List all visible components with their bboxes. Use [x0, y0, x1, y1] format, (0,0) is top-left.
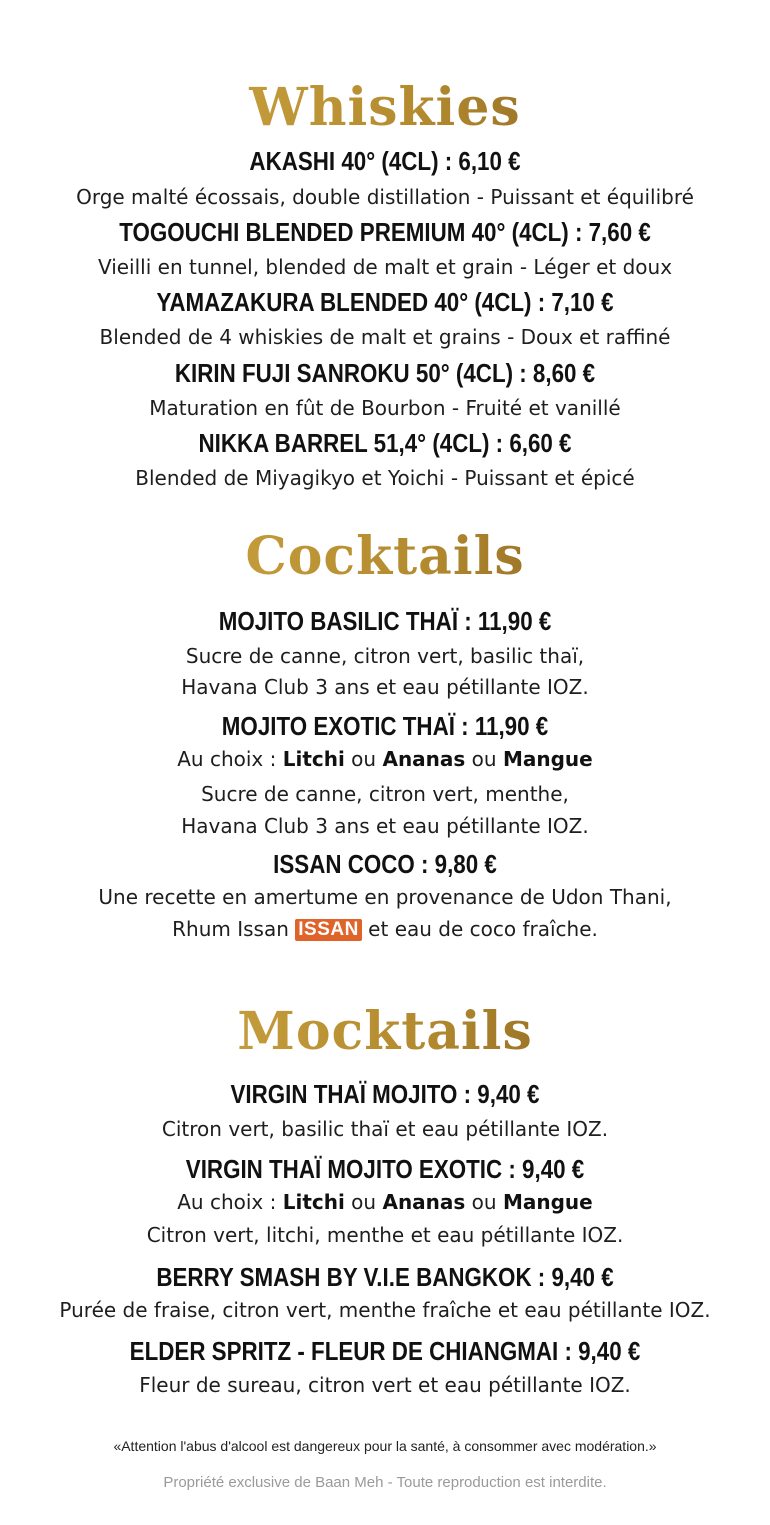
section-title-mocktails: Mocktails	[0, 1002, 770, 1062]
item-title-togouchi: TOGOUCHI BLENDED PREMIUM 40° (4CL) : 7,60 €	[119, 217, 651, 247]
choice-mangue: Mangue	[502, 747, 593, 771]
item-desc-issan-coco-line2	[0, 916, 770, 942]
choice-separator: ou	[344, 747, 383, 771]
choice-ananas: Ananas	[382, 1190, 466, 1214]
alcohol-warning: «Attention l'abus d'alcool est dangereux pour la santé, à consommer avec modération.»	[113, 1438, 657, 1454]
choice-separator: ou	[465, 1190, 503, 1214]
item-title-elder-spritz: ELDER SPRITZ - FLEUR DE CHIANGMAI : 9,40 €	[129, 1336, 641, 1366]
item-title-issan-coco: ISSAN COCO : 9,80 €	[273, 849, 497, 879]
item-desc-berry-smash: Purée de fraise, citron vert, menthe fraîche et eau pétillante IOZ.	[59, 1298, 711, 1322]
choice-mangue: Mangue	[502, 1190, 593, 1214]
choice-separator: ou	[465, 747, 503, 771]
choice-separator: ou	[344, 1190, 383, 1214]
item-desc-virgin-mojito: Citron vert, basilic thaï et eau pétillante IOZ.	[161, 1117, 609, 1141]
section-title-cocktails: Cocktails	[0, 527, 770, 587]
choice-prefix: Au choix :	[177, 747, 283, 771]
item-choice-virgin-mojito-exotic	[0, 1189, 770, 1215]
copyright-notice: Propriété exclusive de Baan Meh - Toute reproduction est interdite.	[163, 1474, 607, 1491]
item-title-akashi: AKASHI 40° (4CL) : 6,10 €	[249, 146, 521, 176]
item-desc-yamazakura: Blended de 4 whiskies de malt et grains - Doux et raffiné	[99, 325, 671, 349]
item-desc-elder-spritz: Fleur de sureau, citron vert et eau pétillante IOZ.	[139, 1373, 631, 1397]
item-desc-akashi: Orge malté écossais, double distillation - Puissant et équilibré	[76, 185, 694, 209]
item-desc-togouchi: Vieilli en tunnel, blended de malt et grain - Léger et doux	[97, 255, 673, 279]
item-desc-virgin-mojito-exotic: Citron vert, litchi, menthe et eau pétillante IOZ.	[146, 1223, 624, 1247]
choice-prefix: Au choix :	[177, 1190, 283, 1214]
choice-litchi: Litchi	[282, 747, 345, 771]
item-title-virgin-mojito-exotic: VIRGIN THAÏ MOJITO EXOTIC : 9,40 €	[185, 1154, 585, 1184]
item-title-virgin-mojito: VIRGIN THAÏ MOJITO : 9,40 €	[230, 1079, 540, 1109]
item-desc-kirin: Maturation en fût de Bourbon - Fruité et vanillé	[149, 396, 621, 420]
item-desc-mojito-exotic-line2: Havana Club 3 ans et eau pétillante IOZ.	[181, 814, 589, 838]
item-title-mojito-basilic: MOJITO BASILIC THAÏ : 11,90 €	[218, 606, 552, 636]
item-desc-mojito-exotic-line1: Sucre de canne, citron vert, menthe,	[201, 782, 569, 806]
item-desc-nikka: Blended de Miyagikyo et Yoichi - Puissant et épicé	[135, 466, 635, 490]
choice-ananas: Ananas	[382, 747, 466, 771]
item-choice-mojito-exotic	[0, 746, 770, 772]
item-title-yamazakura: YAMAZAKURA BLENDED 40° (4CL) : 7,10 €	[156, 287, 614, 317]
item-desc-mojito-basilic-line2: Havana Club 3 ans et eau pétillante IOZ.	[181, 675, 589, 699]
section-title-whiskies: Whiskies	[0, 78, 770, 138]
item-desc-mojito-basilic-line1: Sucre de canne, citron vert, basilic thaï,	[185, 644, 585, 668]
issan-line-prefix: Rhum Issan	[172, 917, 296, 941]
item-desc-issan-coco-line1: Une recette en amertume en provenance de Udon Thani,	[98, 885, 672, 909]
issan-line-suffix: et eau de coco fraîche.	[361, 917, 598, 941]
item-title-nikka: NIKKA BARREL 51,4° (4CL) : 6,60 €	[198, 428, 572, 458]
item-title-kirin: KIRIN FUJI SANROKU 50° (4CL) : 8,60 €	[174, 358, 596, 388]
choice-litchi: Litchi	[282, 1190, 345, 1214]
item-title-berry-smash: BERRY SMASH BY V.I.E BANGKOK : 9,40 €	[156, 1262, 614, 1292]
issan-brand-logo: ISSAN	[295, 919, 362, 941]
item-title-mojito-exotic: MOJITO EXOTIC THAÏ : 11,90 €	[221, 711, 549, 741]
